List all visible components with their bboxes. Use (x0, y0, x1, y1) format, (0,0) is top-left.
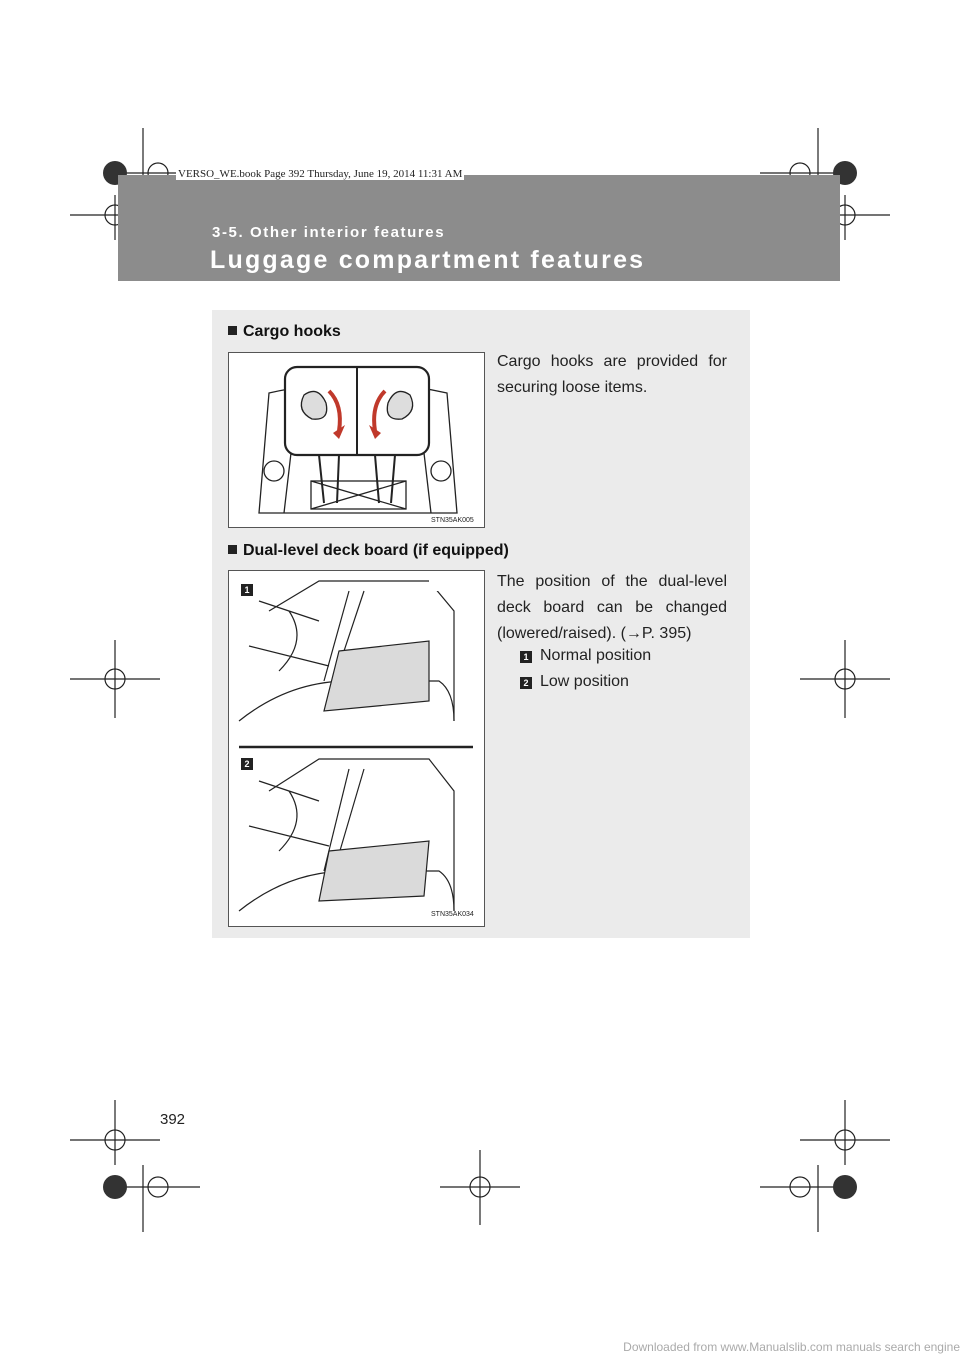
legend-badge-1: 1 (520, 651, 532, 663)
cargo-hooks-heading-text: Cargo hooks (243, 323, 341, 340)
cargo-hooks-figure (228, 352, 485, 528)
page-number: 392 (160, 1111, 186, 1128)
legend-badge-2: 2 (520, 677, 532, 689)
legend-item-low (520, 672, 629, 692)
footer-watermark: Downloaded from www.Manualslib.com manuals search engine (623, 1340, 960, 1354)
deck-board-figure-code: STN35AK034 (431, 911, 474, 918)
legend-item-normal (520, 646, 651, 666)
cargo-hooks-figure-code: STN35AK005 (431, 517, 474, 524)
cargo-hooks-heading (228, 323, 341, 341)
deck-board-illustration (229, 571, 485, 927)
legend-label-low: Low position (540, 673, 629, 690)
deck-board-heading (228, 542, 509, 560)
book-stamp: VERSO_WE.book Page 392 Thursday, June 19, 2014 11:31 AM (178, 168, 463, 180)
figure-label-1: 1 (241, 584, 253, 596)
bullet-square-icon (228, 326, 237, 335)
section-label: 3-5. Other interior features (212, 224, 446, 241)
figure-label-2: 2 (241, 758, 253, 770)
cargo-hooks-text: Cargo hooks are provided for securing loose items. (497, 353, 727, 396)
legend-label-normal: Normal position (540, 647, 652, 664)
cargo-hooks-illustration (229, 353, 485, 528)
bullet-square-icon (228, 545, 237, 554)
page-title: Luggage compartment features (210, 246, 646, 274)
deck-board-figure (228, 570, 485, 927)
deck-board-heading-text: Dual-level deck board (if equipped) (243, 542, 509, 559)
deck-board-text: The position of the dual-level deck board can be changed (lowered/raised). (→P. 395) (497, 573, 727, 642)
